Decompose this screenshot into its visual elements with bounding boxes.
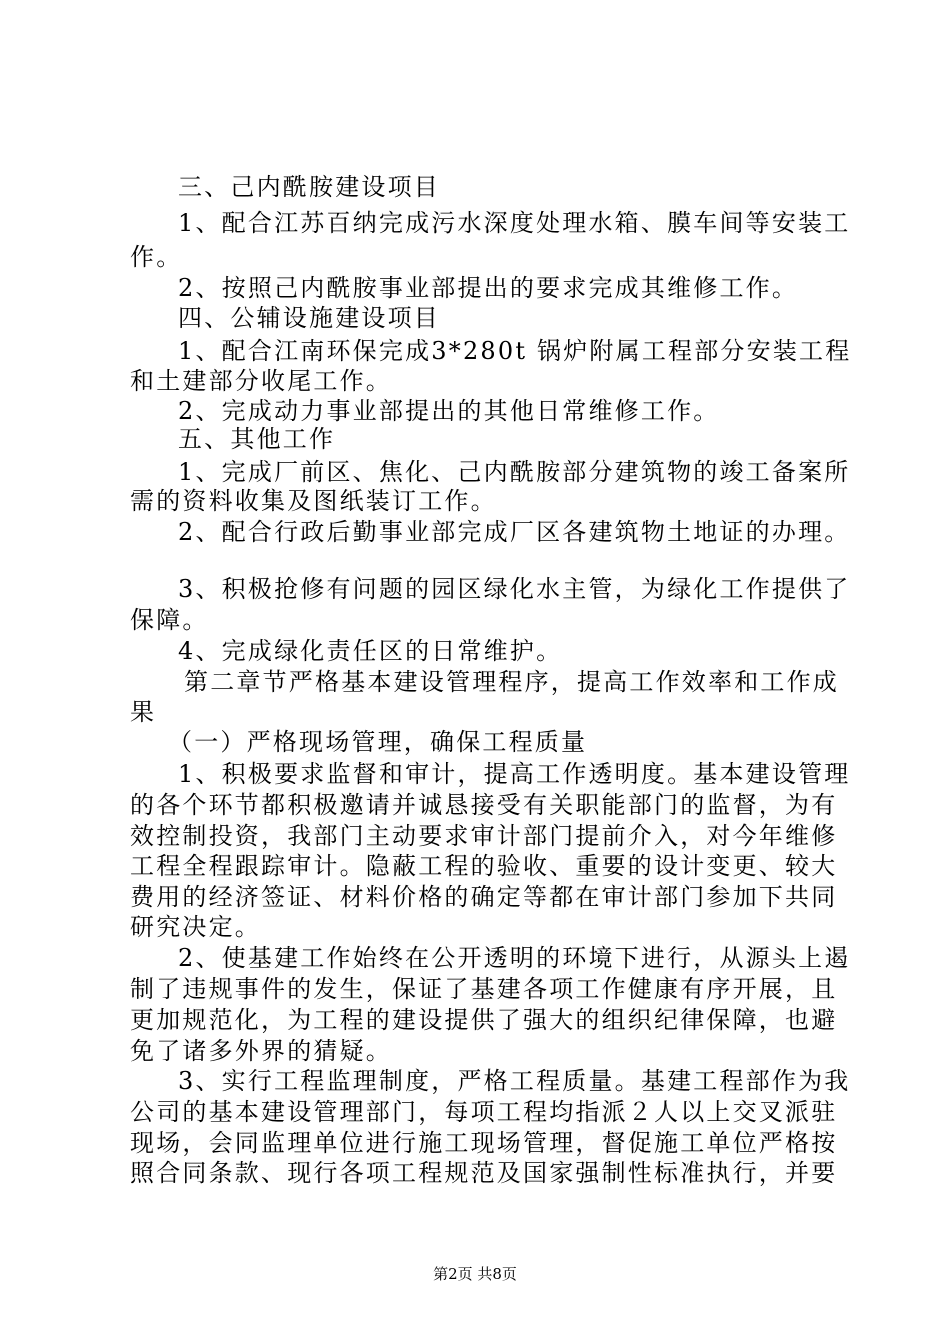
subsection-heading: （一）严格现场管理，确保工程质量 [168,728,588,756]
paragraph-line: 照合同条款、现行各项工程规范及国家强制性标准执行，并要 [130,1159,838,1187]
paragraph-line: 和土建部分收尾工作。 [130,367,392,395]
paragraph-line: 2、使基建工作始终在公开透明的环境下进行，从源头上遏 [178,944,851,972]
paragraph-line: 1、配合江南环保完成3*280t 锅炉附属工程部分安装工程 [178,337,852,365]
paragraph-line: 的各个环节都积极邀请并诚恳接受有关职能部门的监督，为有 [130,791,838,819]
section-heading-3: 三、己内酰胺建设项目 [178,173,440,201]
chapter-heading: 第二章节严格基本建设管理程序，提高工作效率和工作成 [184,668,839,696]
paragraph-line: 2、配合行政后勤事业部完成厂区各建筑物土地证的办理。 [178,518,851,546]
paragraph-line: 3、实行工程监理制度，严格工程质量。基建工程部作为我 [178,1067,851,1095]
paragraph-line: 免了诸多外界的猜疑。 [130,1037,392,1065]
paragraph-line: 费用的经济签证、材料价格的确定等都在审计部门参加下共同 [130,883,838,911]
paragraph-line: 3、积极抢修有问题的园区绿化水主管，为绿化工作提供了 [178,575,851,603]
paragraph-line: 更加规范化，为工程的建设提供了强大的组织纪律保障，也避 [130,1006,838,1034]
paragraph-line: 效控制投资，我部门主动要求审计部门提前介入，对今年维修 [130,822,838,850]
page-number-footer: 第2页 共8页 [433,1265,517,1283]
paragraph-line: 1、积极要求监督和审计，提高工作透明度。基本建设管理 [178,760,851,788]
paragraph-line: 2、完成动力事业部提出的其他日常维修工作。 [178,397,720,425]
paragraph-line: 1、完成厂前区、焦化、己内酰胺部分建筑物的竣工备案所 [178,458,851,486]
paragraph-line: 需的资料收集及图纸装订工作。 [130,487,497,515]
paragraph-line: 4、完成绿化责任区的日常维护。 [178,637,563,665]
paragraph-line: 保障。 [130,606,209,634]
paragraph-line: 公司的基本建设管理部门，每项工程均指派２人以上交叉派驻 [130,1098,838,1126]
section-heading-5: 五、其他工作 [178,425,336,453]
paragraph-line: 2、按照己内酰胺事业部提出的要求完成其维修工作。 [178,274,799,302]
paragraph-line: 现场，会同监理单位进行施工现场管理，督促施工单位严格按 [130,1129,838,1157]
paragraph-line: 作。 [130,243,183,271]
section-heading-4: 四、公辅设施建设项目 [178,304,440,332]
paragraph-line: 工程全程跟踪审计。隐蔽工程的验收、重要的设计变更、较大 [130,852,838,880]
paragraph-line: 研究决定。 [130,913,261,941]
paragraph-line: 制了违规事件的发生，保证了基建各项工作健康有序开展，且 [130,975,838,1003]
paragraph-line: 1、配合江苏百纳完成污水深度处理水箱、膜车间等安装工 [178,209,851,237]
chapter-heading-cont: 果 [130,698,157,726]
